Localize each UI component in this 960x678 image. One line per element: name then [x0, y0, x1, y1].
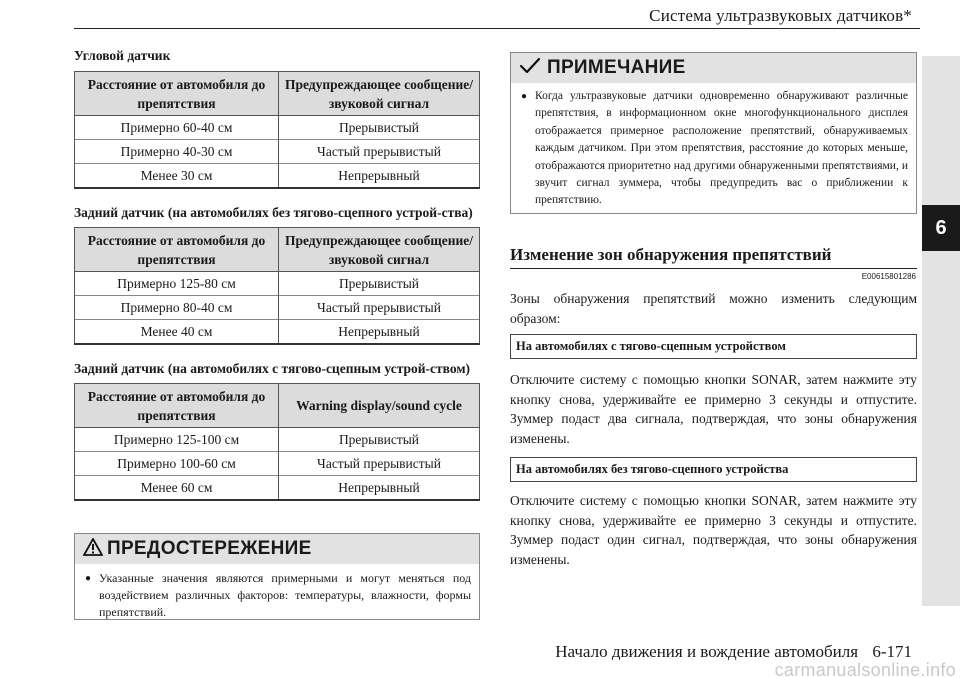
corner-sensor-label: Угловой датчик: [74, 48, 171, 63]
note-box: [510, 52, 917, 214]
table-header-signal: Warning display/sound cycle: [279, 384, 480, 428]
caution-title: ПРЕДОСТЕРЕЖЕНИЕ: [107, 538, 312, 559]
page-header-title: Система ультразвуковых датчиков*: [649, 6, 912, 25]
caution-item: [75, 564, 479, 625]
note-text: Когда ультразвуковые датчики одновременно обнаруживают различные препятствия, в информационном окне многофункционального дисплея отображается примерное расположение препятствий, обнаруживаемых каждым датчиком. При этом препятствия, расстояние до которых меньше, отображаются приоритетно над другими обнаруженными препятствиями, и звучит сигнал зуммера, чтобы предупредить вас о приближении к препятствию.: [535, 90, 908, 207]
table-cell-signal: Непрерывный: [279, 164, 480, 189]
table-header-signal: Предупреждающее сообщение/звуковой сигнал: [279, 72, 480, 116]
table-header-signal: Предупреждающее сообщение/звуковой сигнал: [279, 228, 480, 272]
rear-sensor-no-hitch-table: [74, 227, 480, 345]
watermark: carmanualsonline.info: [774, 660, 956, 678]
caution-text: Указанные значения являются примерными и могут меняться под воздействием различных факторов: температуры, влажности, формы препятствий.: [99, 571, 471, 619]
rear-sensor-hitch-table: [74, 383, 480, 501]
table-cell-signal: Частый прерывистый: [279, 452, 480, 476]
table-cell-distance: Менее 30 см: [75, 164, 279, 189]
table-header-row: [75, 72, 480, 116]
table-cell-signal: Непрерывный: [279, 320, 480, 345]
table-cell-signal: Частый прерывистый: [279, 296, 480, 320]
table-header-distance: Расстояние от автомобиля до препятствия: [75, 228, 279, 272]
without-hitch-paragraph: Отключите систему с помощью кнопки SONAR, затем нажмите эту кнопку снова, удерживайте ее примерно 3 секунды и отпустите. Зуммер подаст один сигнал, подтверждая, что зоны обнаружения изменены.: [510, 493, 917, 567]
table-cell-signal: Прерывистый: [279, 272, 480, 296]
section-code: E00615801286: [861, 272, 916, 281]
intro-paragraph: Зоны обнаружения препятствий можно изменить следующим образом:: [510, 291, 917, 326]
header-rule: [74, 28, 920, 29]
table-cell-distance: Примерно 125-80 см: [75, 272, 279, 296]
table-row: [75, 452, 480, 476]
note-item: [511, 83, 916, 214]
table-cell-signal: Прерывистый: [279, 428, 480, 452]
note-title: ПРИМЕЧАНИЕ: [547, 57, 686, 78]
table-row: [75, 140, 480, 164]
table-cell-distance: Примерно 60-40 см: [75, 116, 279, 140]
table-header-row: [75, 384, 480, 428]
rear-sensor-hitch-label: Задний датчик (на автомобилях с тягово-сцепным устрой-ством): [74, 361, 471, 376]
table-row: [75, 116, 480, 140]
table-header-row: [75, 228, 480, 272]
table-row: [75, 296, 480, 320]
table-cell-signal: Частый прерывистый: [279, 140, 480, 164]
pencil-check-icon: [519, 57, 541, 80]
table-cell-signal: Прерывистый: [279, 116, 480, 140]
table-row: [75, 428, 480, 452]
table-header-distance: Расстояние от автомобиля до препятствия: [75, 72, 279, 116]
note-title-bar: [511, 53, 916, 83]
table-cell-distance: Примерно 125-100 см: [75, 428, 279, 452]
table-cell-distance: Примерно 100-60 см: [75, 452, 279, 476]
caution-title-bar: [75, 534, 479, 564]
corner-sensor-table: [74, 71, 480, 189]
without-hitch-heading: На автомобилях без тягово-сцепного устройства: [510, 457, 917, 482]
table-cell-distance: Примерно 40-30 см: [75, 140, 279, 164]
bullet-icon: ●: [521, 91, 528, 102]
table-row: [75, 272, 480, 296]
table-header-distance: Расстояние от автомобиля до препятствия: [75, 384, 279, 428]
with-hitch-paragraph: Отключите систему с помощью кнопки SONAR, затем нажмите эту кнопку снова, удерживайте ее примерно 3 секунды и отпустите. Зуммер подаст два сигнала, подтверждая, что зоны обнаружения изменены.: [510, 372, 917, 446]
rear-sensor-no-hitch-label: Задний датчик (на автомобилях без тягово-сцепного устрой-ства): [74, 205, 473, 220]
table-cell-distance: Примерно 80-40 см: [75, 296, 279, 320]
footer-page-number: 6-171: [872, 642, 912, 661]
table-row: [75, 320, 480, 345]
page-footer: [555, 642, 912, 662]
table-cell-distance: Менее 60 см: [75, 476, 279, 501]
table-cell-distance: Менее 40 см: [75, 320, 279, 345]
chapter-side-tab: [922, 56, 960, 606]
section-title: Изменение зон обнаружения препятствий: [510, 245, 917, 269]
warning-triangle-icon: [83, 538, 103, 561]
with-hitch-heading: На автомобилях с тягово-сцепным устройством: [510, 334, 917, 359]
caution-box: [74, 533, 480, 620]
chapter-number-tab: 6: [922, 205, 960, 251]
left-column: [74, 46, 480, 501]
table-cell-signal: Непрерывный: [279, 476, 480, 501]
bullet-icon: ●: [85, 573, 92, 584]
table-row: [75, 164, 480, 189]
table-row: [75, 476, 480, 501]
footer-chapter-title: Начало движения и вождение автомобиля: [555, 642, 859, 661]
